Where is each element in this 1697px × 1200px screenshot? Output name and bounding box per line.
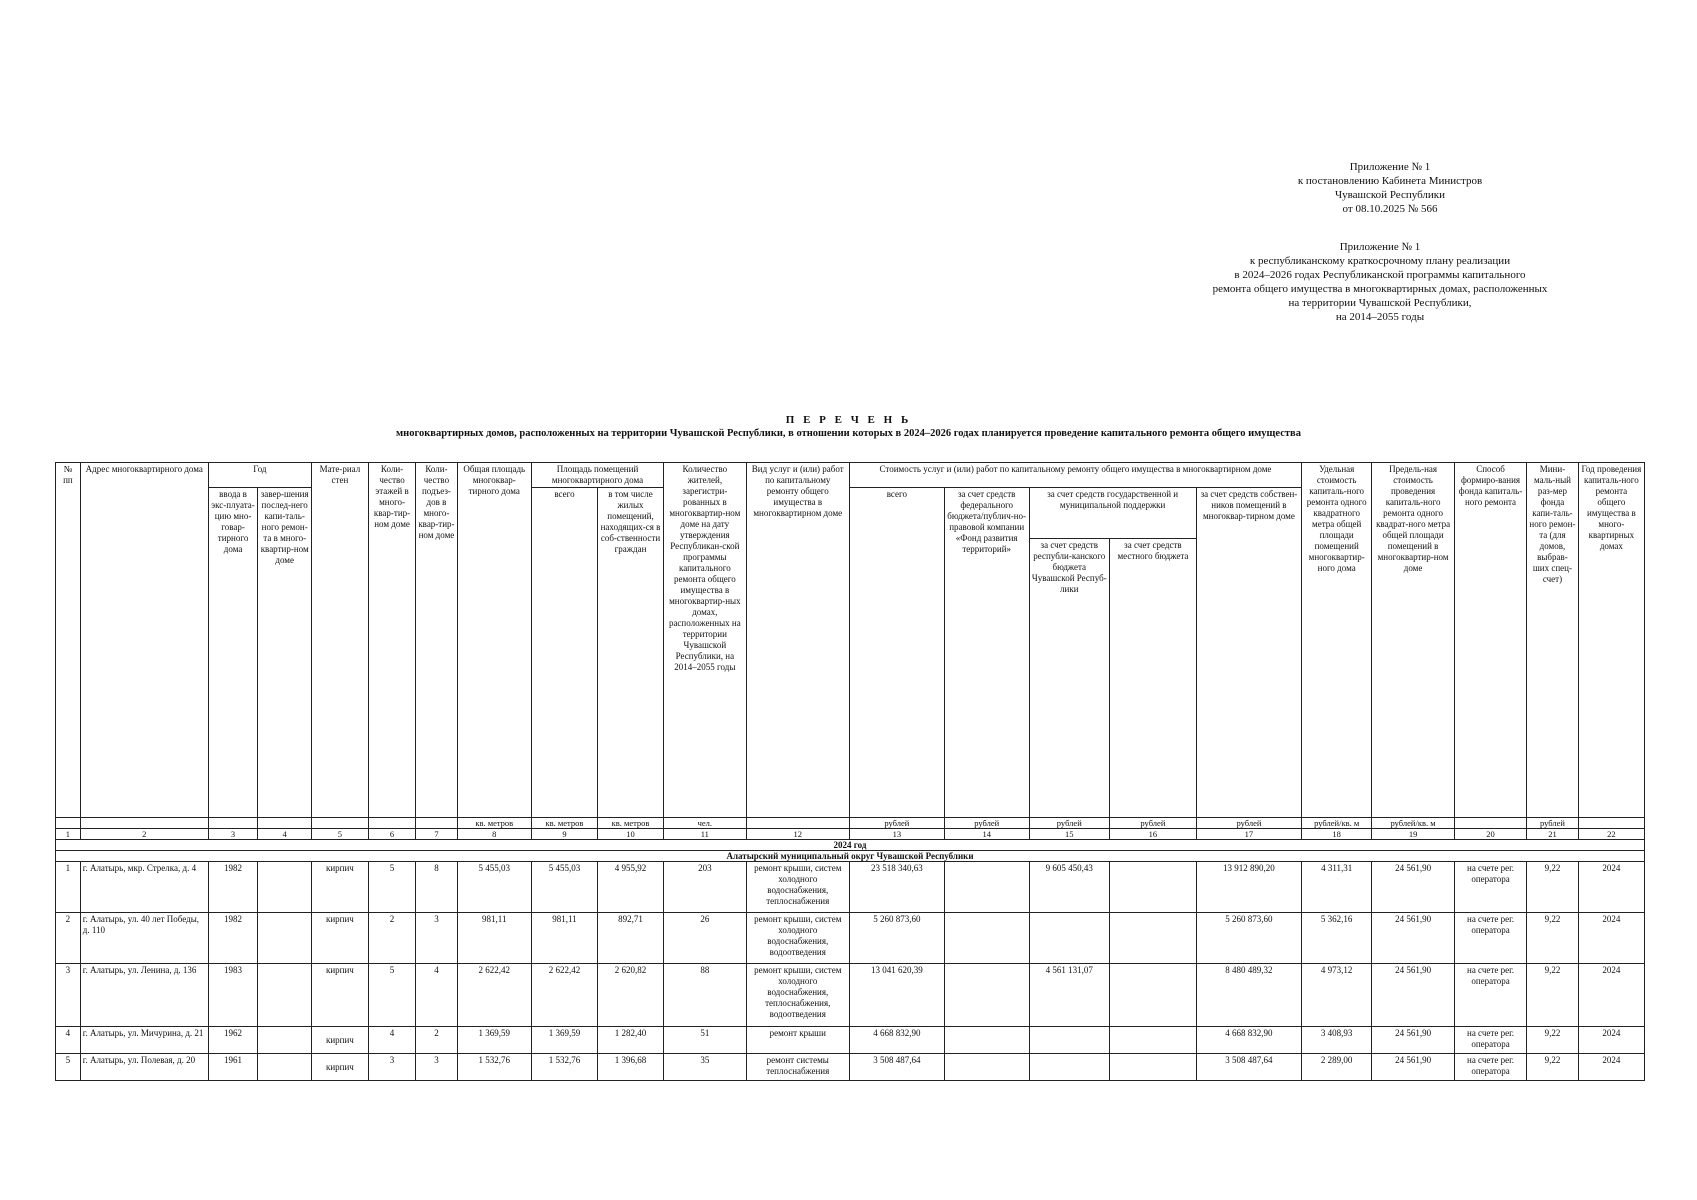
min-fund-cell: 9,22 <box>1527 1027 1579 1054</box>
premises-total-cell: 2 622,42 <box>531 964 597 1027</box>
unit-sqm: кв. метров <box>457 818 531 829</box>
cost-local-cell <box>1110 1054 1197 1081</box>
header-row-1 <box>56 463 1645 488</box>
cost-total-cell: 5 260 873,60 <box>849 913 944 964</box>
unit-rub-per-sqm: рублей/кв. м <box>1372 818 1455 829</box>
unit-cost-cell: 4 973,12 <box>1302 964 1372 1027</box>
premises-total-cell: 981,11 <box>531 913 597 964</box>
header-cost-owners: за счет средств собствен-ников помещений в многоквар-тирном доме <box>1196 488 1301 818</box>
unit-sqm: кв. метров <box>531 818 597 829</box>
repair-year-cell: 2024 <box>1578 1054 1644 1081</box>
premises-owned-cell: 1 282,40 <box>597 1027 663 1054</box>
cost-fund-cell <box>944 1054 1029 1081</box>
header-fund-method: Способ формиро-вания фонда капиталь-ного ремонта <box>1454 463 1526 818</box>
work-type-cell: ремонт крыши, систем холодного водоснабжения, водоотведения <box>746 913 849 964</box>
table-row <box>56 964 1645 1027</box>
entrances-cell: 4 <box>416 964 457 1027</box>
annex-2-line: на 2014–2055 годы <box>1335 311 1425 323</box>
row-number: 5 <box>56 1054 81 1081</box>
total-area-cell: 1 532,76 <box>457 1054 531 1081</box>
entrances-cell: 8 <box>416 862 457 913</box>
document-subtitle: многоквартирных домов, расположенных на территории Чувашской Республики, в отношении которых в 2024–2026 годах планируется проведение капитального ремонта общего имущества <box>396 428 1301 439</box>
max-cost-cell: 24 561,90 <box>1372 913 1455 964</box>
header-cost-fund: за счет средств федерального бюджета/публич-но-правовой компании «Фонд развития территорий» <box>944 488 1029 818</box>
header-work-type: Вид услуг и (или) работ по капитальному ремонту общего имущества в многоквартирном доме <box>746 463 849 818</box>
cost-republic-cell <box>1029 1054 1110 1081</box>
commission-year-cell: 1962 <box>208 1027 258 1054</box>
premises-owned-cell: 2 620,82 <box>597 964 663 1027</box>
last-repair-year-cell <box>258 964 312 1027</box>
repair-year-cell: 2024 <box>1578 964 1644 1027</box>
address-cell: г. Алатырь, мкр. Стрелка, д. 4 <box>80 862 208 913</box>
cost-total-cell: 3 508 487,64 <box>849 1054 944 1081</box>
unit-sqm: кв. метров <box>597 818 663 829</box>
min-fund-cell: 9,22 <box>1527 1054 1579 1081</box>
header-entrances: Коли-чество подъез-дов в много-квар-тир-ном доме <box>416 463 457 818</box>
column-number: 5 <box>312 829 369 840</box>
cost-republic-cell <box>1029 913 1110 964</box>
unit-cell <box>416 818 457 829</box>
unit-rub: рублей <box>1527 818 1579 829</box>
unit-cell <box>80 818 208 829</box>
column-number: 3 <box>208 829 258 840</box>
annex-1-block <box>1230 160 1550 216</box>
premises-total-cell: 1 532,76 <box>531 1054 597 1081</box>
header-cost-local: за счет средств местного бюджета <box>1110 539 1197 818</box>
work-type-cell: ремонт крыши, систем холодного водоснабжения, теплоснабжения, водоотведения <box>746 964 849 1027</box>
row-number: 4 <box>56 1027 81 1054</box>
unit-cost-cell: 3 408,93 <box>1302 1027 1372 1054</box>
header-unit-cost: Удельная стоимость капиталь-ного ремонта одного квадратного метра общей площади помещений многоквартир-ного дома <box>1302 463 1372 818</box>
column-number: 20 <box>1454 829 1526 840</box>
table-row <box>56 1054 1645 1081</box>
annex-2-line: к республиканскому краткосрочному плану реализации <box>1249 255 1511 267</box>
row-number: 2 <box>56 913 81 964</box>
cost-total-cell: 13 041 620,39 <box>849 964 944 1027</box>
annex-1-line: Приложение № 1 <box>1349 161 1431 173</box>
wall-material-cell: кирпич <box>312 964 369 1027</box>
unit-cost-cell: 4 311,31 <box>1302 862 1372 913</box>
fund-method-cell: на счете рег. оператора <box>1454 913 1526 964</box>
column-number: 15 <box>1029 829 1110 840</box>
commission-year-cell: 1982 <box>208 862 258 913</box>
cost-total-cell: 4 668 832,90 <box>849 1027 944 1054</box>
column-number: 9 <box>531 829 597 840</box>
header-premises-area: Площадь помещений многоквартирного дома <box>531 463 663 488</box>
commission-year-cell: 1961 <box>208 1054 258 1081</box>
total-area-cell: 5 455,03 <box>457 862 531 913</box>
unit-rub-per-sqm: рублей/кв. м <box>1302 818 1372 829</box>
column-number: 17 <box>1196 829 1301 840</box>
unit-rub: рублей <box>849 818 944 829</box>
floors-cell: 5 <box>368 964 415 1027</box>
section-year-row <box>56 840 1645 851</box>
annex-1-line: от 08.10.2025 № 566 <box>1342 203 1438 215</box>
header-wall-material: Мате-риал стен <box>312 463 369 818</box>
annex-2-block <box>1180 240 1580 324</box>
wall-material-cell: кирпич <box>312 862 369 913</box>
repair-year-cell: 2024 <box>1578 1027 1644 1054</box>
column-number: 16 <box>1110 829 1197 840</box>
column-number: 2 <box>80 829 208 840</box>
column-number: 7 <box>416 829 457 840</box>
cost-total-cell: 23 518 340,63 <box>849 862 944 913</box>
min-fund-cell: 9,22 <box>1527 862 1579 913</box>
column-number: 4 <box>258 829 312 840</box>
last-repair-year-cell <box>258 913 312 964</box>
header-premises-owned: в том числе жилых помещений, находящих-ся в соб-ственности граждан <box>597 488 663 818</box>
entrances-cell: 3 <box>416 1054 457 1081</box>
table-row <box>56 862 1645 913</box>
column-number: 8 <box>457 829 531 840</box>
fund-method-cell: на счете рег. оператора <box>1454 862 1526 913</box>
last-repair-year-cell <box>258 1054 312 1081</box>
cost-local-cell <box>1110 862 1197 913</box>
header-num: № пп <box>56 463 81 818</box>
total-area-cell: 1 369,59 <box>457 1027 531 1054</box>
premises-total-cell: 1 369,59 <box>531 1027 597 1054</box>
address-cell: г. Алатырь, ул. 40 лет Победы, д. 110 <box>80 913 208 964</box>
column-number: 12 <box>746 829 849 840</box>
max-cost-cell: 24 561,90 <box>1372 862 1455 913</box>
max-cost-cell: 24 561,90 <box>1372 1027 1455 1054</box>
header-total-area: Общая площадь многоквар-тирного дома <box>457 463 531 818</box>
wall-material-cell: кирпич <box>312 913 369 964</box>
repair-year-cell: 2024 <box>1578 913 1644 964</box>
premises-owned-cell: 1 396,68 <box>597 1054 663 1081</box>
header-premises-total: всего <box>531 488 597 818</box>
header-cost-republic: за счет средств республи-канского бюджета Чувашской Респуб-лики <box>1029 539 1110 818</box>
annex-2-line: на территории Чувашской Республики, <box>1288 297 1472 309</box>
cost-owners-cell: 5 260 873,60 <box>1196 913 1301 964</box>
annex-2-line: ремонта общего имущества в многоквартирных домах, расположенных <box>1212 283 1548 295</box>
header-year-last-repair: завер-шения послед-него капи-таль-ного ремон-та в много-квартир-ном доме <box>258 488 312 818</box>
column-numbers-row <box>56 829 1645 840</box>
commission-year-cell: 1982 <box>208 913 258 964</box>
header-cost-state: за счет средств государственной и муниципальной поддержки <box>1029 488 1196 539</box>
row-number: 3 <box>56 964 81 1027</box>
unit-cell <box>258 818 312 829</box>
column-number: 19 <box>1372 829 1455 840</box>
table-row <box>56 913 1645 964</box>
header-min-fund: Мини-маль-ный раз-мер фонда капи-таль-ного ремон-та (для домов, выбрав-ших спец-счет) <box>1527 463 1579 818</box>
column-number: 14 <box>944 829 1029 840</box>
address-cell: г. Алатырь, ул. Мичурина, д. 21 <box>80 1027 208 1054</box>
header-address: Адрес многоквартирного дома <box>80 463 208 818</box>
address-cell: г. Алатырь, ул. Ленина, д. 136 <box>80 964 208 1027</box>
work-type-cell: ремонт системы теплоснабжения <box>746 1054 849 1081</box>
cost-local-cell <box>1110 913 1197 964</box>
premises-owned-cell: 892,71 <box>597 913 663 964</box>
column-number: 11 <box>664 829 747 840</box>
cost-fund-cell <box>944 964 1029 1027</box>
floors-cell: 3 <box>368 1054 415 1081</box>
cost-fund-cell <box>944 862 1029 913</box>
total-area-cell: 981,11 <box>457 913 531 964</box>
cost-owners-cell: 4 668 832,90 <box>1196 1027 1301 1054</box>
header-cost-total: всего <box>849 488 944 818</box>
annex-1-line: Чувашской Республики <box>1334 189 1446 201</box>
column-number: 10 <box>597 829 663 840</box>
document-title: П Е Р Е Ч Е Н Ь <box>785 414 912 426</box>
floors-cell: 2 <box>368 913 415 964</box>
fund-method-cell: на счете рег. оператора <box>1454 964 1526 1027</box>
cost-owners-cell: 13 912 890,20 <box>1196 862 1301 913</box>
entrances-cell: 3 <box>416 913 457 964</box>
unit-cost-cell: 2 289,00 <box>1302 1054 1372 1081</box>
commission-year-cell: 1983 <box>208 964 258 1027</box>
unit-rub: рублей <box>1110 818 1197 829</box>
annex-2-line: Приложение № 1 <box>1339 241 1421 253</box>
min-fund-cell: 9,22 <box>1527 913 1579 964</box>
cost-republic-cell: 9 605 450,43 <box>1029 862 1110 913</box>
cost-owners-cell: 8 480 489,32 <box>1196 964 1301 1027</box>
header-max-cost: Предель-ная стоимость проведения капиталь-ного ремонта одного квадрат-ного метра общей площади помещений в многоквартир-ном доме <box>1372 463 1455 818</box>
cost-fund-cell <box>944 913 1029 964</box>
total-area-cell: 2 622,42 <box>457 964 531 1027</box>
floors-cell: 5 <box>368 862 415 913</box>
cost-local-cell <box>1110 964 1197 1027</box>
floors-cell: 4 <box>368 1027 415 1054</box>
units-row <box>56 818 1645 829</box>
residents-cell: 35 <box>664 1054 747 1081</box>
column-number: 13 <box>849 829 944 840</box>
residents-cell: 203 <box>664 862 747 913</box>
address-cell: г. Алатырь, ул. Полевая, д. 20 <box>80 1054 208 1081</box>
max-cost-cell: 24 561,90 <box>1372 1054 1455 1081</box>
row-number: 1 <box>56 862 81 913</box>
column-number: 22 <box>1578 829 1644 840</box>
unit-people: чел. <box>664 818 747 829</box>
residents-cell: 26 <box>664 913 747 964</box>
work-type-cell: ремонт крыши, систем холодного водоснабжения, теплоснабжения <box>746 862 849 913</box>
section-year: 2024 год <box>56 840 1645 851</box>
fund-method-cell: на счете рег. оператора <box>1454 1027 1526 1054</box>
header-floors: Коли-чество этажей в много-квар-тир-ном доме <box>368 463 415 818</box>
houses-table <box>55 462 1645 1081</box>
annex-1-line: к постановлению Кабинета Министров <box>1297 175 1483 187</box>
header-residents: Количество жителей, зарегистри-рованных в многоквартир-ном доме на дату утверждения Республикан-ской программы капитального ремонта общего имущества в многоквартир-ных домах, расположенных на территории Чувашской Республики, на 2014–2055 годы <box>664 463 747 818</box>
column-number: 18 <box>1302 829 1372 840</box>
unit-cell <box>1578 818 1644 829</box>
fund-method-cell: на счете рег. оператора <box>1454 1054 1526 1081</box>
max-cost-cell: 24 561,90 <box>1372 964 1455 1027</box>
unit-rub: рублей <box>1029 818 1110 829</box>
unit-rub: рублей <box>944 818 1029 829</box>
cost-republic-cell: 4 561 131,07 <box>1029 964 1110 1027</box>
column-number: 6 <box>368 829 415 840</box>
header-repair-year: Год проведения капиталь-ного ремонта общего имущества в много-квартирных домах <box>1578 463 1644 818</box>
unit-rub: рублей <box>1196 818 1301 829</box>
wall-material-cell: кирпич <box>312 1054 369 1081</box>
residents-cell: 88 <box>664 964 747 1027</box>
repair-year-cell: 2024 <box>1578 862 1644 913</box>
unit-cost-cell: 5 362,16 <box>1302 913 1372 964</box>
min-fund-cell: 9,22 <box>1527 964 1579 1027</box>
unit-cell <box>56 818 81 829</box>
annex-2-line: в 2024–2026 годах Республиканской программы капитального <box>1234 269 1526 281</box>
unit-cell <box>368 818 415 829</box>
cost-local-cell <box>1110 1027 1197 1054</box>
section-district-row <box>56 851 1645 862</box>
wall-material-cell: кирпич <box>312 1027 369 1054</box>
last-repair-year-cell <box>258 1027 312 1054</box>
unit-cell <box>1454 818 1526 829</box>
unit-cell <box>746 818 849 829</box>
unit-cell <box>312 818 369 829</box>
column-number: 21 <box>1527 829 1579 840</box>
entrances-cell: 2 <box>416 1027 457 1054</box>
premises-owned-cell: 4 955,92 <box>597 862 663 913</box>
cost-republic-cell <box>1029 1027 1110 1054</box>
unit-cell <box>208 818 258 829</box>
section-district: Алатырский муниципальный округ Чувашской Республики <box>56 851 1645 862</box>
residents-cell: 51 <box>664 1027 747 1054</box>
column-number: 1 <box>56 829 81 840</box>
header-cost: Стоимость услуг и (или) работ по капитальному ремонту общего имущества в многоквартирном доме <box>849 463 1301 488</box>
cost-fund-cell <box>944 1027 1029 1054</box>
premises-total-cell: 5 455,03 <box>531 862 597 913</box>
table-row <box>56 1027 1645 1054</box>
last-repair-year-cell <box>258 862 312 913</box>
work-type-cell: ремонт крыши <box>746 1027 849 1054</box>
header-year-commission: ввода в экс-плуата-цию мно-говар-тирного дома <box>208 488 258 818</box>
cost-owners-cell: 3 508 487,64 <box>1196 1054 1301 1081</box>
header-year: Год <box>208 463 311 488</box>
